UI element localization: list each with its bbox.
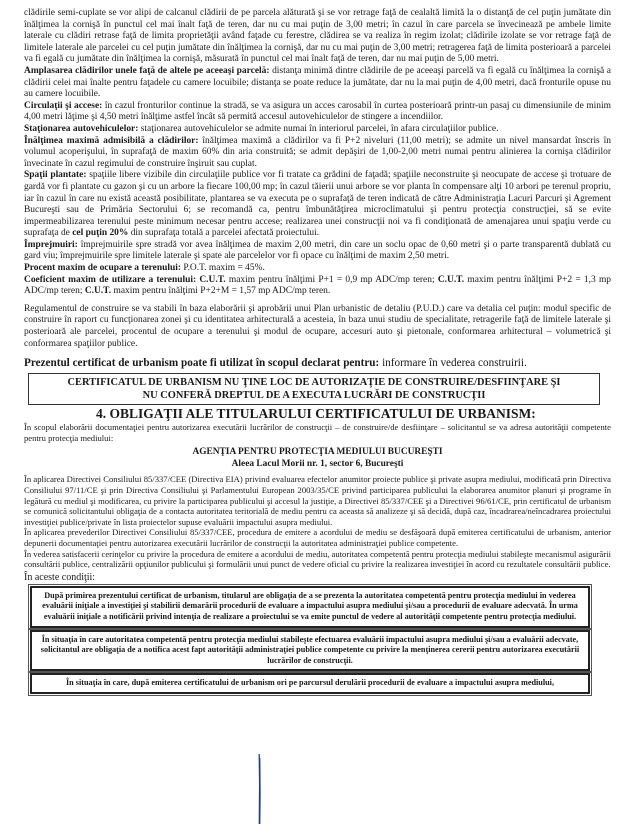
section-4-title: 4. OBLIGAŢII ALE TITULARULUI CERTIFICATULUI DE URBANISM: xyxy=(96,406,536,422)
rule-max-height: Înălţimea maximă admisibilă a clădirilor: înălţimea maximă a clădirilor va fi P+2 niveluri (11,00 metri); se admite un nivel mansardat înscris în volumul acoperişului, în suprafaţă de maxim 60% din aria construită; se admit depăşiri de 1,00-2,00 metri numai pentru alinierea la cornişa clădirilor învecinate în cazul regimului de construire înşiruit sau cuplat. xyxy=(24,135,611,169)
rule-label: Împrejmuiri: xyxy=(24,239,78,250)
condition-box: După primirea prezentului certificat de urbanism, titularul are obligaţia de a se prezenta la autoritatea competentă pentru protecţia mediului în vederea evaluării iniţiale a investiţiei şi stabilirii demarării procedurii de evaluare a impactului asupra mediului şi/sau a procedurii de evaluare adecvată. În urma evaluării iniţiale a notificării privind intenţia de realizare a proiectului se va emite punctul de vedere al autorităţii competente pentru protecţia mediului. xyxy=(30,586,590,628)
notice-line-2: NU CONFERĂ DREPTUL DE A EXECUTA LUCRĂRI DE CONSTRUCŢII xyxy=(142,390,486,402)
section-4-intro: În scopul elaborării documentaţiei pentru autorizarea executării lucrărilor de construcţii – de construire/de desfiinţare – solicitantul se va adresa autorităţii competente pentru protecţia mediului: xyxy=(24,422,611,443)
agency-name: AGENŢIA PENTRU PROTECŢIA MEDIULUI BUCUREŞTI xyxy=(192,447,443,458)
rule-fences: Împrejmuiri: împrejmuirile spre stradă vor avea înălţimea de maxim 2,00 metri, din care un soclu opac de 0,60 metri şi o parte transparentă dublată cu gard viu; împrejmuirile spre limitele laterale şi spate ale parcelelor vor fi opace cu înălţimi de maxim 2,50 metri. xyxy=(24,239,611,262)
rule-pot: Procent maxim de ocupare a terenului: P.O.T. maxim = 45%. xyxy=(24,263,265,274)
agency-address: Aleea Lacul Morii nr. 1, sector 6, Bucureşti xyxy=(231,458,404,469)
declared-purpose xyxy=(24,356,611,370)
environmental-agreement-paragraph: În aplicarea prevederilor Directivei Consiliului 85/337/CEE, procedura de emitere a acordului de mediu se desfăşoară după emiterea certificatului de urbanism, anterior depunerii documentaţiei pentru autorizarea executării lucrărilor de construcţii la autoritatea administraţiei publice competente. xyxy=(24,527,611,548)
declared-purpose-value: informare în vederea construirii. xyxy=(379,357,527,370)
document-page xyxy=(24,8,611,696)
rule-cut: Coeficient maxim de utilizare a terenului: C.U.T. maxim pentru înălţimi P+1 = 0,9 mp ADC/mp teren; C.U.T. maxim pentru înălţimi P+2 = 1,3 mp ADC/mp teren; C.U.T. maxim pentru înălţimi P+2+M = 1,57 mp ADC/mp teren. xyxy=(24,274,612,297)
rule-label: Procent maxim de ocupare a terenului: xyxy=(24,263,182,274)
eia-directive-paragraph: În aplicarea Directivei Consiliului 85/337/CEE (Directiva EIA) privind evaluarea efectelor anumitor proiecte publice şi private asupra mediului, modificată prin Directiva Consiliului 97/11/CE şi prin Directiva Consiliului şi Parlamentului European 2003/35/CE privind participarea publicului la elaborarea anumitor planuri şi programe în legătură cu mediul şi modificarea, cu privire la participarea publicului şi accesul la justiţie, a Directivei 85/337/CEE şi a Directivei 96/61/CE, prin certificatul de urbanism se comunică solicitantului obligaţia de a contacta autoritatea teritorială de mediu pentru ca aceasta să analizeze şi să decidă, după caz, încadrarea/neîncadrarea proiectului investiţiei publice/private în lista proiectelor supuse evaluării impactului asupra mediului. xyxy=(24,474,611,527)
authorization-notice-box xyxy=(28,373,600,405)
rule-label: Spaţii plantate: xyxy=(24,170,87,181)
rule-label: Circulaţii şi accese: xyxy=(24,100,103,111)
rule-building-placement: Amplasarea clădirilor unele faţă de altele pe aceeaşi parcelă: distanţa minimă dintre clădirile de pe aceeaşi parcelă va fi egală cu înălţimea la cornişă a clădirii celei mai înalte pentru faţadele cu camere locuibile; distanţa se poate reduce la jumătate, dar nu la mai puţin de 4,00 metri, dacă fronturile opuse nu au camere locuibile. xyxy=(24,65,611,100)
rule-label: Înălţimea maximă admisibilă a clădirilor: xyxy=(24,135,199,146)
rule-green-spaces: Spaţii plantate: spaţiile libere vizibile din circulaţiile publice vor fi tratate ca grădini de faţadă; spaţiile neconstruite şi neocupate de accese şi trotuare de gardă vor fi plantate cu gazon şi cu un arbore la fiecare 100,00 mp; în cazul tăierii unui arbore se vor planta în compensare alţi 10 arbori pe terenul propriu, iar în cazul în care nu există această posibilitate, plantarea se va executa pe o suprafaţă de teren indicată de către Administraţia Lacuri Parcuri şi Agrement Bucureşti sau de Primăria Sectorului 6; se recomandă ca, pentru îmbunătăţirea microclimatului şi pentru protecţia construcţiei, să se evite impermeabilizarea terenului peste minimum necesar pentru accese; realizarea unei construcţii noi va fi condiţionată de amenajarea unui spaţiu verde cu suprafaţa de cel puţin 20% din suprafaţa totală a parcelei afectată proiectului. xyxy=(24,170,612,239)
setback-paragraph: clădirile semi-cuplate se vor alipi de calcanul clădirii de pe parcela alăturată şi se vor retrage faţă de cealaltă limită la o distanţă de cel puţin jumătate din înălţimea la cornişă în punctul cel mai înalt faţă de teren, dar nu cu mai puţin de 3,00 metri; în cazul în care parcela se învecinează pe ambele limite laterale cu clădiri retrase faţă de limita proprietăţii având faţade cu ferestre, clădirea se va realiza în regim izolat; clădirile izolate se vor retrage faţă de limitele laterale ale parcelei cu cel puţin jumătate din înălţimea la cornişă, dar nu cu mai puţin de 3,00 metri; retragerea faţă de limita posterioară a parcelei va fi egală cu jumătate din înălţimea la cornişă, măsurată în punctul cel mai înalt faţă de teren, dar nu mai puţin de 5,00 metri. xyxy=(24,8,611,65)
regulation-paragraph: Regulamentul de construire se va stabili în baza elaborării şi aprobării unui Plan urbanistic de detaliu (P.U.D.) care va detalia cel puţin: modul specific de construire în raport cu funcţionarea zonei şi cu identitatea arhitecturală a acesteia, în baza unui studiu de specialitate, retragerile faţă de limitele laterale şi posterioară ale parcelei, procentul de ocupare a terenului şi modul de ocupare, accesuri auto şi pietonale, conformarea arhitectural – volumetrică şi conformarea spaţiilor publice. xyxy=(24,303,611,349)
conditions-label: În aceste condiţii: xyxy=(24,571,96,583)
notice-line-1: CERTIFICATUL DE URBANISM NU ŢINE LOC DE AUTORIZAŢIE DE CONSTRUIRE/DESFIINŢARE ŞI xyxy=(67,377,561,389)
public-consultation-paragraph: În vederea satisfacerii cerinţelor cu privire la procedura de emitere a acordului de mediu, autoritatea competentă pentru protecţia mediului stabileşte mecanismul asigurării consultării publice, centralizării opţiunilor publicului şi formulării unui punct de vedere oficial cu privire la realizarea investiţiei în acord cu rezultatele consultării publice. xyxy=(24,548,611,570)
condition-box: În situaţia în care autoritatea competentă pentru protecţia mediului stabileşte efectuarea evaluării impactului asupra mediului şi/sau a evaluării adecvate, solicitantul are obligaţia de a notifica acest fapt autorităţii administraţiei publice competente cu privire la menţinerea cererii pentru autorizarea executării lucrărilor de construcţii. xyxy=(30,630,590,672)
declared-purpose-label: Prezentul certificat de urbanism poate fi utilizat în scopul declarat pentru: xyxy=(24,357,380,370)
rule-label: Staţionarea autovehiculelor: xyxy=(24,123,139,134)
rule-access: Circulaţii şi accese: în cazul fronturilor continue la stradă, se va asigura un acces carosabil în curtea posterioară printr-un pasaj cu dimensiunile de minim 4,00 metri lăţime şi 4,50 metri înălţime astfel încât să permită accesul autovehiculelor de stingere a incendiilor. xyxy=(24,100,611,123)
green-space-minimum: cel puţin 20% xyxy=(72,228,129,239)
rule-label: Coeficient maxim de utilizare a terenului: xyxy=(24,274,197,285)
signature-pen-stroke xyxy=(258,754,261,824)
rule-parking: Staţionarea autovehiculelor: staţionarea autovehiculelor se admite numai în interiorul parcelei, în afara circulaţiilor publice. xyxy=(24,123,499,134)
rule-label: Amplasarea clădirilor unele faţă de altele pe aceeaşi parcelă: xyxy=(24,65,270,76)
condition-box: În situaţia în care, după emiterea certificatului de urbanism ori pe parcursul derulării procedurii de evaluare a impactului asupra mediului, xyxy=(30,673,590,694)
